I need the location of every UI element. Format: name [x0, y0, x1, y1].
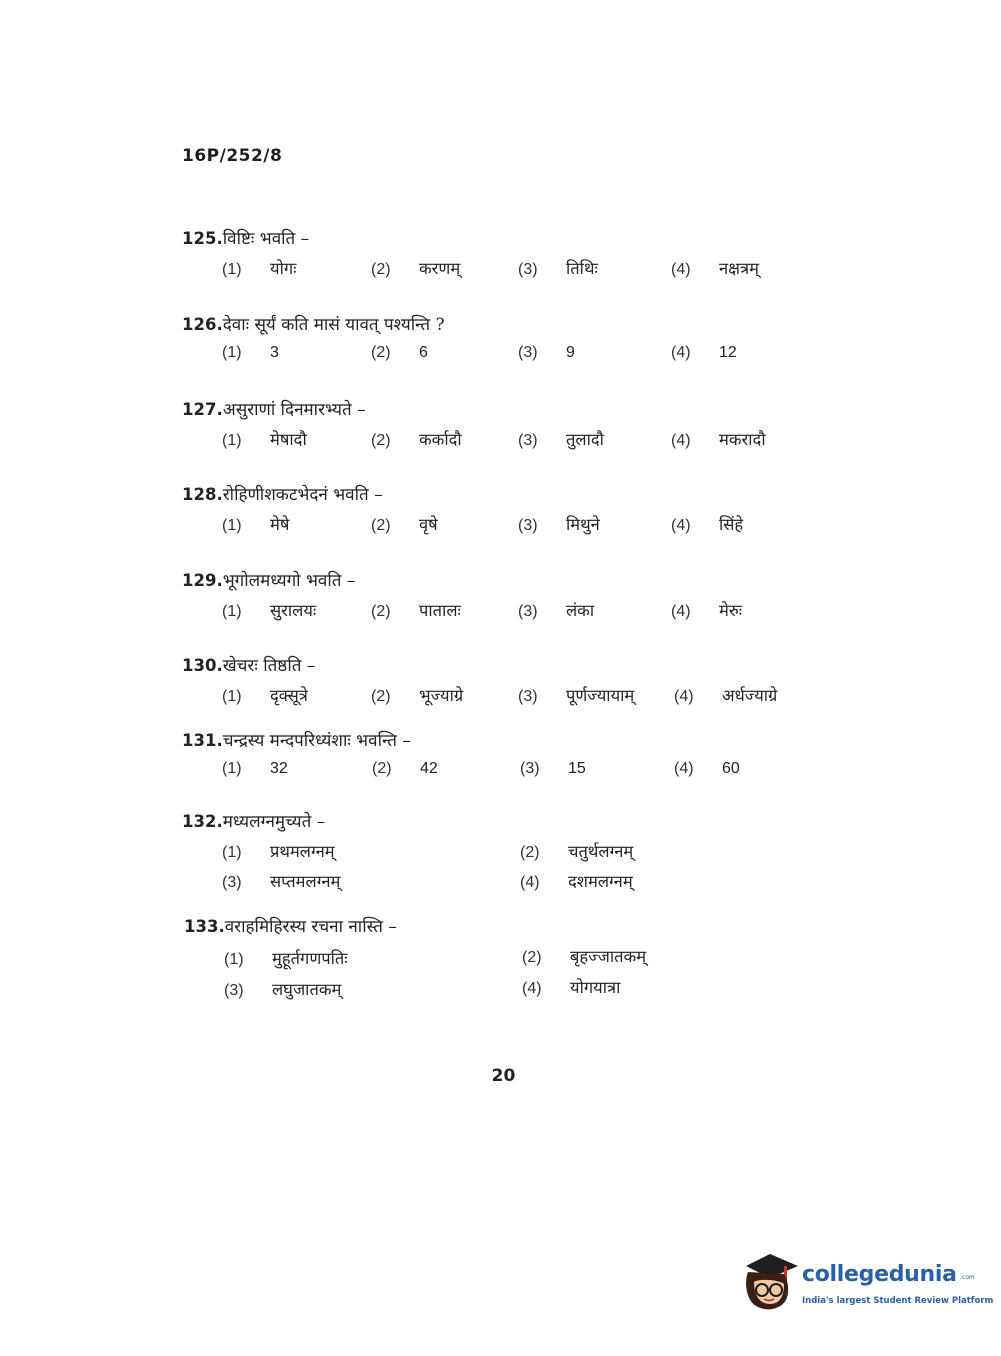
logo-wordmark: collegedunia — [802, 1262, 957, 1287]
option-4: (4) 12 — [671, 344, 737, 361]
option-2: (2) चतुर्थलग्नम् — [520, 842, 634, 861]
question-number: 130. — [182, 656, 223, 675]
option-2: (2) पातालः — [371, 601, 461, 620]
question-text: चन्द्रस्य मन्दपरिध्यंशाः भवन्ति – — [222, 731, 411, 751]
option-3: (3) लघुजातकम् — [224, 980, 342, 999]
option-1: (1) दृक्सूत्रे — [222, 686, 308, 705]
option-3: (3) सप्तमलग्नम् — [222, 872, 341, 891]
question-stem — [182, 397, 822, 423]
options-row — [182, 758, 822, 788]
question-text: मध्यलग्नमुच्यते – — [222, 812, 326, 832]
option-4: (4) मेरुः — [671, 601, 743, 620]
option-1: (1) मेषादौ — [222, 430, 307, 449]
question-number: 133. — [184, 917, 225, 936]
question-text: रोहिणीशकटभेदनं भवति – — [222, 485, 383, 505]
question-stem — [182, 312, 822, 338]
question-text: विष्टिः भवति – — [222, 229, 310, 249]
option-4: (4) अर्धज्याग्रे — [674, 686, 778, 705]
question-stem — [184, 914, 824, 940]
option-4: (4) योगयात्रा — [522, 978, 621, 997]
options-row — [182, 256, 822, 286]
question-125 — [182, 226, 822, 286]
option-3: (3) तुलादौ — [518, 430, 604, 449]
option-3: (3) मिथुने — [518, 515, 600, 534]
options-grid — [184, 944, 824, 1006]
paper-code: 16P/252/8 — [182, 146, 283, 166]
options-row — [182, 342, 822, 372]
option-3: (3) तिथिः — [518, 259, 598, 278]
question-text: देवाः सूर्यं कति मासं यावत् पश्यन्ति ? — [222, 315, 445, 335]
option-2: (2) कर्कादौ — [371, 430, 462, 449]
option-4: (4) मकरादौ — [671, 430, 766, 449]
option-2: (2) बृहज्जातकम् — [522, 947, 647, 966]
logo-domain: .com — [960, 1274, 975, 1281]
logo-tagline: India's largest Student Review Platform — [802, 1296, 994, 1306]
option-3: (3) पूर्णज्यायाम् — [518, 686, 635, 705]
options-row — [182, 427, 822, 457]
option-3: (3) 9 — [518, 344, 575, 361]
question-132 — [182, 809, 822, 901]
option-2: (2) वृषे — [371, 515, 438, 534]
student-mascot-icon — [740, 1252, 800, 1314]
question-number: 125. — [182, 229, 223, 248]
question-text: असुराणां दिनमारभ्यते – — [222, 400, 366, 420]
options-row — [182, 683, 822, 713]
options-row — [182, 512, 822, 542]
option-4: (4) नक्षत्रम् — [671, 259, 759, 278]
question-stem — [182, 653, 822, 679]
option-1: (1) मुहूर्तगणपतिः — [224, 949, 348, 968]
question-stem — [182, 809, 822, 835]
question-128 — [182, 482, 822, 542]
page-number: 20 — [491, 1066, 516, 1086]
question-number: 126. — [182, 315, 223, 334]
options-row — [182, 598, 822, 628]
option-1: (1) 32 — [222, 760, 288, 777]
option-3: (3) 15 — [520, 760, 586, 777]
question-number: 132. — [182, 812, 223, 831]
question-127 — [182, 397, 822, 457]
option-4: (4) 60 — [674, 760, 740, 777]
option-1: (1) सुरालयः — [222, 601, 317, 620]
question-number: 127. — [182, 400, 223, 419]
collegedunia-logo — [740, 1252, 994, 1314]
option-1: (1) प्रथमलग्नम् — [222, 842, 335, 861]
option-4: (4) सिंहे — [671, 515, 744, 534]
question-129 — [182, 568, 822, 628]
option-2: (2) भूज्याग्रे — [371, 686, 464, 705]
question-number: 129. — [182, 571, 223, 590]
question-text: भूगोलमध्यगो भवति – — [222, 571, 356, 591]
question-stem — [182, 568, 822, 594]
question-stem — [182, 482, 822, 508]
question-stem — [182, 226, 822, 252]
option-2: (2) 42 — [372, 760, 438, 777]
question-number: 128. — [182, 485, 223, 504]
option-2: (2) करणम् — [371, 259, 461, 278]
question-text: खेचरः तिष्ठति – — [222, 656, 316, 676]
question-130 — [182, 653, 822, 713]
option-2: (2) 6 — [371, 344, 428, 361]
question-stem — [182, 728, 822, 754]
question-text: वराहमिहिरस्य रचना नास्ति – — [224, 917, 397, 937]
option-1: (1) योगः — [222, 259, 297, 278]
option-4: (4) दशमलग्नम् — [520, 872, 633, 891]
options-grid — [182, 839, 822, 901]
option-3: (3) लंका — [518, 601, 595, 620]
question-131 — [182, 728, 822, 788]
question-126 — [182, 312, 822, 372]
question-133 — [184, 914, 824, 1006]
option-1: (1) 3 — [222, 344, 279, 361]
option-1: (1) मेषे — [222, 515, 290, 534]
question-number: 131. — [182, 731, 223, 750]
